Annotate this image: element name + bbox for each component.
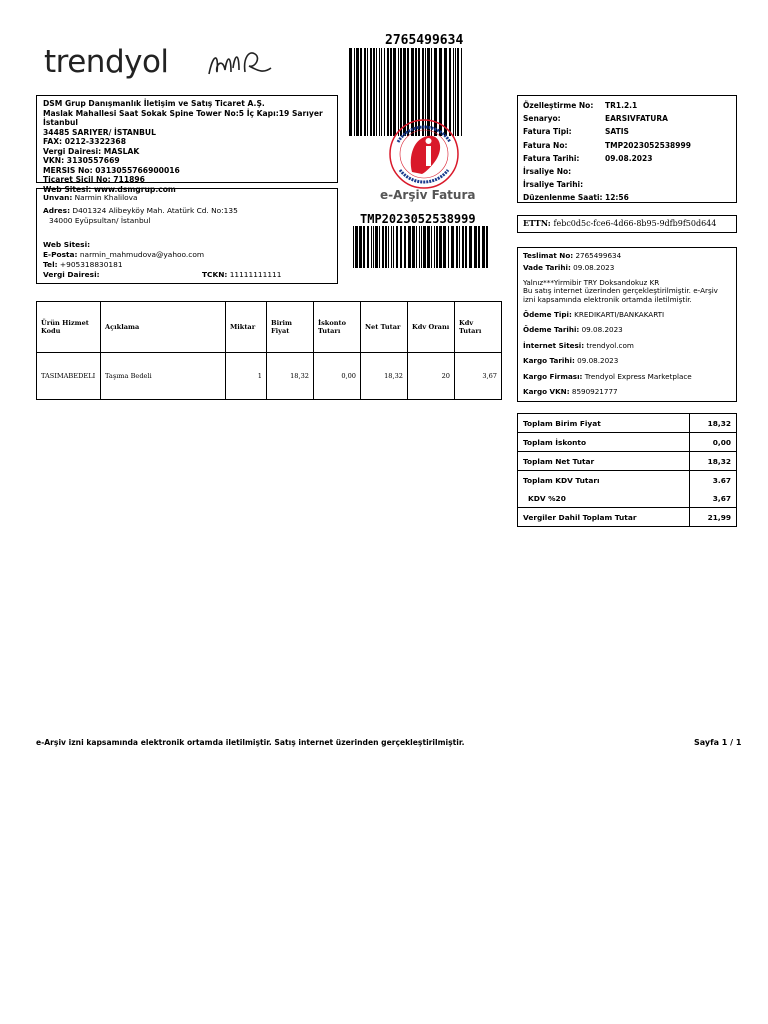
- total-label: Toplam KDV Tutarı: [518, 471, 690, 490]
- info-row: [523, 125, 731, 138]
- delivery-info: [517, 247, 737, 402]
- payment-date-label: Ödeme Tarihi:: [523, 325, 580, 334]
- total-row: [518, 508, 737, 527]
- seller-tax-office: Vergi Dairesi: MASLAK: [43, 146, 140, 156]
- invoice-info: [517, 95, 737, 203]
- cargo-date-label: Kargo Tarihi:: [523, 356, 575, 365]
- buyer-web-label: Web Sitesi:: [43, 240, 91, 249]
- buyer-address-value: D401324 Alibeyköy Mah. Atatürk Cd. No:135: [72, 206, 238, 215]
- table-row: [37, 353, 502, 400]
- invoice-code: TMP2023052538999: [360, 212, 476, 226]
- ettn-label: ETTN:: [523, 218, 551, 228]
- info-row: [523, 112, 731, 125]
- seller-trade-reg: Ticaret Sicil No: 711896: [43, 175, 145, 184]
- cell-vat-rate: 20: [408, 353, 455, 400]
- site-value: trendyol.com: [586, 340, 634, 350]
- vade-value: 09.08.2023: [573, 263, 615, 272]
- info-label: İrsaliye No:: [523, 167, 572, 177]
- info-row: [523, 152, 731, 165]
- items-table: [36, 301, 502, 400]
- total-row: [518, 452, 737, 471]
- info-label: Düzenlenme Saati:: [523, 193, 603, 203]
- info-value: [605, 178, 731, 191]
- amount-in-words: Yalnız***Yirmibir TRY Doksandokuz KR: [523, 277, 660, 287]
- seller-website: Web Sitesi: www.dsmgrup.com: [43, 184, 176, 194]
- signature-image: [205, 44, 275, 82]
- cell-vat-amount: 3,67: [455, 353, 502, 400]
- footer-note: e-Arşiv izni kapsamında elektronik ortamda iletilmiştir. Satış internet üzerinden gerçekleştirilmiştir.: [36, 738, 465, 747]
- info-label: İrsaliye Tarihi:: [523, 180, 584, 190]
- buyer-tax-office-label: Vergi Dairesi:: [43, 270, 100, 279]
- info-row: [523, 139, 731, 152]
- payment-date-value: 09.08.2023: [581, 325, 623, 334]
- totals-table: [517, 413, 737, 527]
- total-label: Toplam Net Tutar: [518, 452, 690, 471]
- barcode-number: 2765499634: [385, 33, 464, 48]
- vade-label: Vade Tarihi:: [523, 263, 571, 272]
- total-value: 0,00: [689, 433, 736, 452]
- total-value: 18,32: [689, 414, 736, 433]
- cell-unit-price: 18,32: [267, 353, 314, 400]
- seller-info: [36, 95, 338, 194]
- buyer-email-label: E-Posta:: [43, 250, 78, 259]
- total-row: [518, 471, 737, 490]
- cargo-firm-value: Trendyol Express Marketplace: [584, 371, 692, 381]
- buyer-title-value: Narmin Khalilova: [74, 193, 138, 202]
- col-discount: İskonto Tutarı: [314, 302, 361, 353]
- info-label: Özelleştirme No:: [523, 101, 594, 111]
- total-value: 3.67: [689, 471, 736, 490]
- info-label: Fatura Tipi:: [523, 127, 572, 137]
- col-vat-amount: Kdv Tutarı: [455, 302, 502, 353]
- info-label: Senaryo:: [523, 114, 561, 124]
- seller-name: DSM Grup Danışmanlık İletişim ve Satış Ticaret A.Ş.: [43, 99, 265, 108]
- cargo-vkn-label: Kargo VKN:: [523, 387, 570, 396]
- page-number: Sayfa 1 / 1: [694, 738, 742, 747]
- total-value: 18,32: [689, 452, 736, 471]
- info-value: TMP2023052538999: [605, 140, 691, 150]
- info-row: [523, 165, 731, 178]
- total-value: 21,99: [689, 508, 736, 527]
- cargo-date-value: 09.08.2023: [577, 356, 619, 365]
- site-label: İnternet Sitesi:: [523, 340, 585, 350]
- info-value: SATIS: [605, 127, 629, 137]
- buyer-tckn-label: TCKN:: [202, 270, 228, 279]
- seller-fax: FAX: 0212-3322368: [43, 137, 127, 146]
- cell-description: Taşıma Bedeli: [101, 353, 226, 400]
- total-row: [518, 414, 737, 433]
- buyer-info: [36, 188, 338, 284]
- col-code: Ürün Hizmet Kodu: [37, 302, 101, 353]
- info-label: Fatura Tarihi:: [523, 153, 580, 163]
- info-value: 12:56: [605, 193, 629, 203]
- total-row: [518, 489, 737, 508]
- cargo-vkn-value: 8590921777: [571, 387, 618, 396]
- col-unit-price: Birim Fiyat: [267, 302, 314, 353]
- buyer-tel-value: +905318830181: [59, 260, 123, 269]
- total-label: Vergiler Dahil Toplam Tutar: [518, 508, 690, 527]
- teslimat-label: Teslimat No:: [523, 251, 574, 260]
- total-row: [518, 433, 737, 452]
- buyer-tel-label: Tel:: [43, 260, 58, 269]
- buyer-address-label: Adres:: [43, 206, 71, 215]
- buyer-email-value: narmin_mahmudova@yahoo.com: [79, 250, 205, 259]
- cell-discount: 0,00: [314, 353, 361, 400]
- info-row: [523, 178, 731, 191]
- buyer-tckn-value: 11111111111: [229, 270, 282, 279]
- delivery-note: Bu satış internet üzerinden gerçekleştirilmiştir. e-Arşiv izni kapsamında elektronik ortamda iletilmiştir.: [523, 286, 718, 304]
- col-net: Net Tutar: [361, 302, 408, 353]
- seller-mersis: MERSIS No: 0313055766900016: [43, 165, 180, 175]
- info-row: [523, 191, 731, 204]
- seller-vkn: VKN: 3130557669: [43, 156, 120, 165]
- cargo-firm-label: Kargo Firması:: [523, 371, 583, 381]
- ettn-value: febc0d5c-fce6-4d66-8b95-9dfb9f50d644: [553, 219, 717, 228]
- total-label: Toplam Birim Fiyat: [518, 414, 690, 433]
- buyer-address-city: 34000 Eyüpsultan/ İstanbul: [49, 216, 151, 225]
- total-value: 3,67: [689, 489, 736, 508]
- teslimat-value: 2765499634: [575, 251, 622, 260]
- cell-quantity: 1: [226, 353, 267, 400]
- ettn-box: [517, 215, 737, 233]
- payment-type-label: Ödeme Tipi:: [523, 309, 572, 319]
- invoice-barcode-image: [352, 226, 490, 268]
- info-value: [605, 165, 731, 178]
- info-row: [523, 99, 731, 112]
- info-value: 09.08.2023: [605, 153, 653, 163]
- col-quantity: Miktar: [226, 302, 267, 353]
- col-vat-rate: Kdv Oranı: [408, 302, 455, 353]
- total-label: KDV %20: [518, 489, 690, 508]
- info-value: TR1.2.1: [605, 101, 638, 111]
- info-label: Fatura No:: [523, 140, 568, 150]
- cell-net: 18,32: [361, 353, 408, 400]
- seller-address: Maslak Mahallesi Saat Sokak Spine Tower No:5 İç Kapı:19 Sarıyer İstanbul: [43, 108, 323, 127]
- col-description: Açıklama: [101, 302, 226, 353]
- buyer-title-label: Unvan:: [43, 193, 73, 202]
- cell-code: TASIMABEDELI: [37, 353, 101, 400]
- brand-logo: trendyol: [44, 44, 169, 80]
- info-value: EARSIVFATURA: [605, 114, 668, 124]
- seller-address-city: 34485 SARIYER/ İSTANBUL: [43, 127, 156, 137]
- e-arsiv-label: e-Arşiv Fatura: [380, 188, 476, 202]
- payment-type-value: KREDIKARTI/BANKAKARTI: [574, 309, 665, 319]
- gib-seal-icon: [382, 116, 466, 192]
- total-label: Toplam İskonto: [518, 433, 690, 452]
